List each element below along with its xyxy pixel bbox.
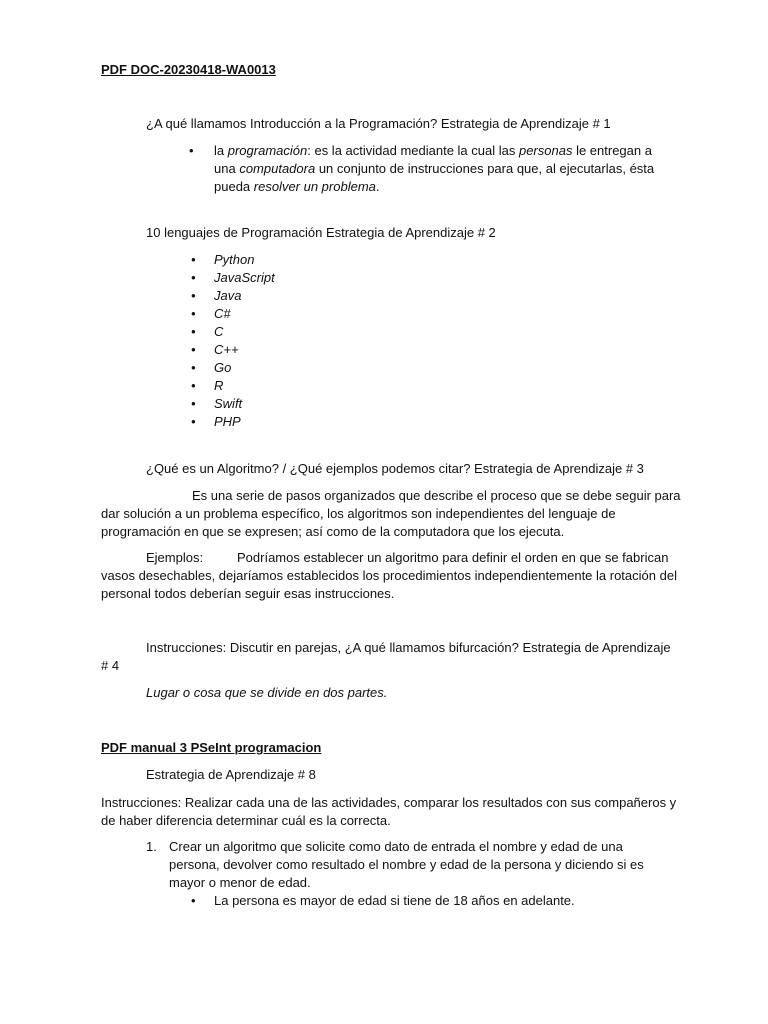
list-item: Go: [214, 360, 232, 375]
list-item: Swift: [214, 396, 243, 411]
bullet-icon: •: [189, 143, 194, 158]
examples-label: Ejemplos:: [146, 550, 204, 565]
bullet-icon: •: [191, 252, 196, 267]
definition-line-1: la programación: es la actividad mediante la cual las personas le entregan a: [214, 143, 652, 158]
item-1-line-1: Crear un algoritmo que solicite como dato de entrada el nombre y edad de una: [169, 839, 623, 854]
item-number: 1.: [146, 839, 157, 854]
item-1-line-2: persona, devolver como resultado el nombre y edad de la persona y diciendo si es: [169, 857, 644, 872]
question-4-line-2: # 4: [101, 658, 120, 673]
definition-line-3: pueda resolver un problema.: [214, 179, 380, 194]
question-4-line-1: Instrucciones: Discutir en parejas, ¿A qué llamamos bifurcación? Estrategia de Aprendizaje: [146, 640, 671, 655]
bullet-icon: •: [191, 378, 196, 393]
bullet-icon: •: [191, 342, 196, 357]
bullet-icon: •: [191, 414, 196, 429]
question-2: 10 lenguajes de Programación Estrategia de Aprendizaje # 2: [146, 225, 496, 240]
bullet-icon: •: [191, 396, 196, 411]
strategy-8: Estrategia de Aprendizaje # 8: [146, 767, 316, 782]
document-heading: PDF DOC-20230418-WA0013: [101, 62, 276, 77]
item-1-line-3: mayor o menor de edad.: [169, 875, 311, 890]
bullet-icon: •: [191, 306, 196, 321]
bullet-icon: •: [191, 270, 196, 285]
question-1: ¿A qué llamamos Introducción a la Programación? Estrategia de Aprendizaje # 1: [146, 116, 611, 131]
list-item: R: [214, 378, 224, 393]
bullet-icon: •: [191, 324, 196, 339]
algorithm-paragraph-line-2: dar solución a un problema específico, los algoritmos son independientes del lenguaje de: [101, 506, 616, 521]
bullet-icon: •: [191, 360, 196, 375]
bullet-icon: •: [191, 288, 196, 303]
list-item: C#: [214, 306, 231, 321]
section-heading: PDF manual 3 PSeInt programacion: [101, 740, 322, 755]
list-item: JavaScript: [214, 270, 275, 285]
examples-line-1: Podríamos establecer un algoritmo para definir el orden en que se fabrican: [237, 550, 669, 565]
list-item: PHP: [214, 414, 241, 429]
definition-line-2: una computadora un conjunto de instrucciones para que, al ejecutarlas, ésta: [214, 161, 655, 176]
item-1-subpoint: La persona es mayor de edad si tiene de 18 años en adelante.: [214, 893, 575, 908]
answer-4: Lugar o cosa que se divide en dos partes.: [146, 685, 388, 700]
algorithm-paragraph-line-3: programación en que se expresen; así como de la computadora que los ejecuta.: [101, 524, 565, 539]
list-item: C: [214, 324, 224, 339]
list-item: C++: [214, 342, 239, 357]
bullet-icon: •: [191, 893, 196, 908]
list-item: Java: [214, 288, 242, 303]
list-item: Python: [214, 252, 255, 267]
examples-line-3: personal todos deberían seguir esas instrucciones.: [101, 586, 395, 601]
algorithm-paragraph-line-1: Es una serie de pasos organizados que describe el proceso que se debe seguir para: [192, 488, 681, 503]
instructions-line-2: de haber diferencia determinar cuál es la correcta.: [101, 813, 391, 828]
examples-line-2: vasos desechables, dejaríamos establecidos los procedimientos independientemente la rotación del: [101, 568, 677, 583]
question-3: ¿Qué es un Algoritmo? / ¿Qué ejemplos podemos citar? Estrategia de Aprendizaje # 3: [146, 461, 644, 476]
instructions-line-1: Instrucciones: Realizar cada una de las actividades, comparar los resultados con sus compañeros y: [101, 795, 677, 810]
